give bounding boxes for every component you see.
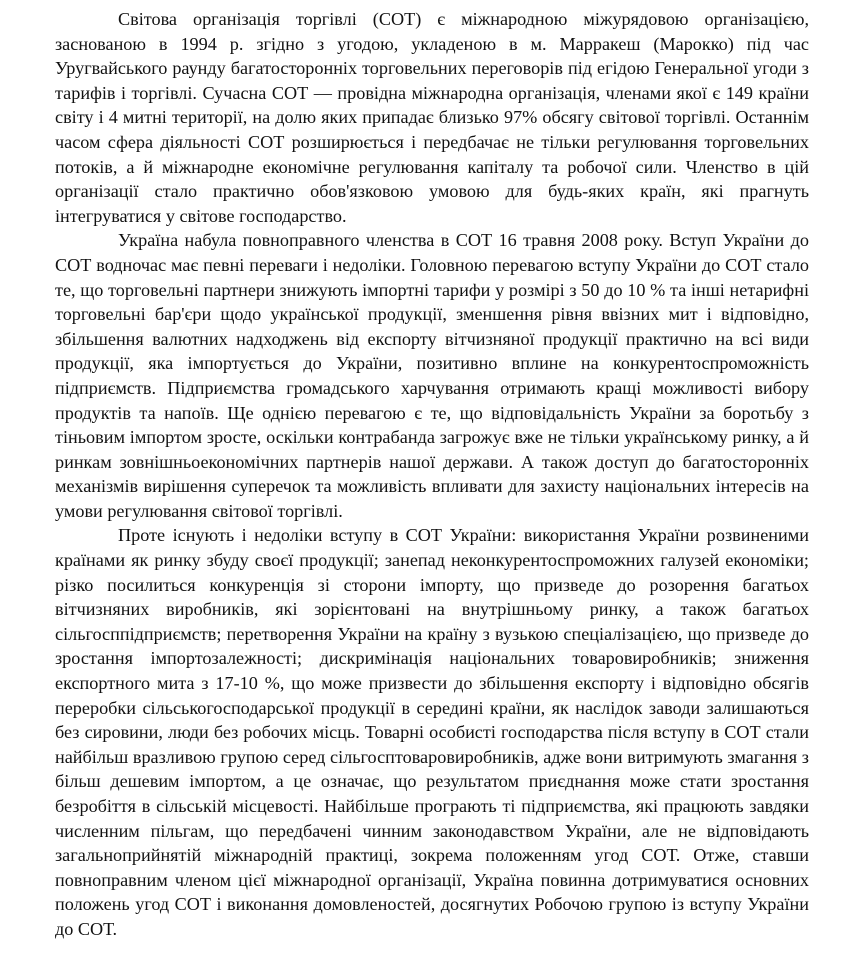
paragraph-wto-overview: Світова організація торгівлі (СОТ) є міжнародною міжурядовою організацією, заснованою в 1994 р. згідно з угодою, укладеною в м. Марракеш (Марокко) під час Уругвайського раунду багатосторонніх торговельних переговорів під егідою Генеральної угоди з тарифів і торгівлі. Сучасна СОТ — провідна міжнародна організація, членами якої є 149 країни світу і 4 митні території, на долю яких припадає близько 97% обсягу світової торгівлі. Останнім часом сфера діяльності СОТ розширюється і передбачає не тільки регулювання торговельних потоків, а й міжнародне економічне регулювання капіталу та робочої сили. Членство в цій організації стало практично обов'язковою умовою для будь-яких країн, які прагнуть інтегруватися у світове господарство. [55,9,809,226]
paragraph-ukraine-disadvantages: Проте існують і недоліки вступу в СОТ України: використання України розвиненими країнами як ринку збуду своєї продукції; занепад неконкурентоспроможних галузей економіки; різко посилиться конкуренція зі сторони імпорту, що призведе до розорення багатьох вітчизняних виробників, які зорієнтовані на внутрішньому ринку, а також багатьох сільгосппідприємств; перетворення України на країну з вузькою спеціалізацією, що призведе до зростання імпортозалежності; дискримінація національних товаровиробників; зниження експортного мита з 17-10 %, що може призвести до збільшення експорту і відповідно обсягів переробки сільськогосподарської продукції в середині країни, як наслідок заводи залишаються без сировини, люди без робочих місць. Товарні особисті господарства після вступу в СОТ стали найбільш вразливою групою серед сільгосптоваровиробників, адже вони витримують змагання з більш дешевим імпортом, а це означає, що результатом приєднання може стати зростання безробіття в сільській місцевості. Найбільше програють ті підприємства, які працюють завдяки численним пільгам, що передбачені чинним законодавством України, але не відповідають загальноприйнятій міжнародній практиці, зокрема положенням угод СОТ. Отже, ставши повноправним членом цієї міжнародної організації, Україна повинна дотримуватися основних положень угод СОТ і виконання домовленостей, досягнутих Робочою групою із вступу України до СОТ. [55,525,809,939]
paragraph-ukraine-advantages: Україна набула повноправного членства в СОТ 16 травня 2008 року. Вступ України до СОТ водночас має певні переваги і недоліки. Головною перевагою вступу України до СОТ стало те, що торговельні партнери знижують імпортні тарифи у розмірі з 50 до 10 % та інші нетарифні торговельні бар'єри щодо української продукції, зменшення рівня ввізних мит і відповідно, збільшення валютних надходжень від експорту вітчизняної продукції практично на всі види продукції, яка імпортується до України, позитивно вплине на конкурентоспроможність підприємств. Підприємства громадського харчування отримають кращі можливості вибору продуктів та напоїв. Ще однією перевагою є те, що відповідальність України за боротьбу з тіньовим імпортом зросте, оскільки контрабанда загрожує вже не тільки українському ринку, а й ринкам зовнішньоекономічних партнерів нашої держави. А також доступ до багатосторонніх механізмів вирішення суперечок та можливість впливати для захисту національних інтересів на умови регулювання світової торгівлі. [55,230,809,521]
document-body [55,7,809,942]
